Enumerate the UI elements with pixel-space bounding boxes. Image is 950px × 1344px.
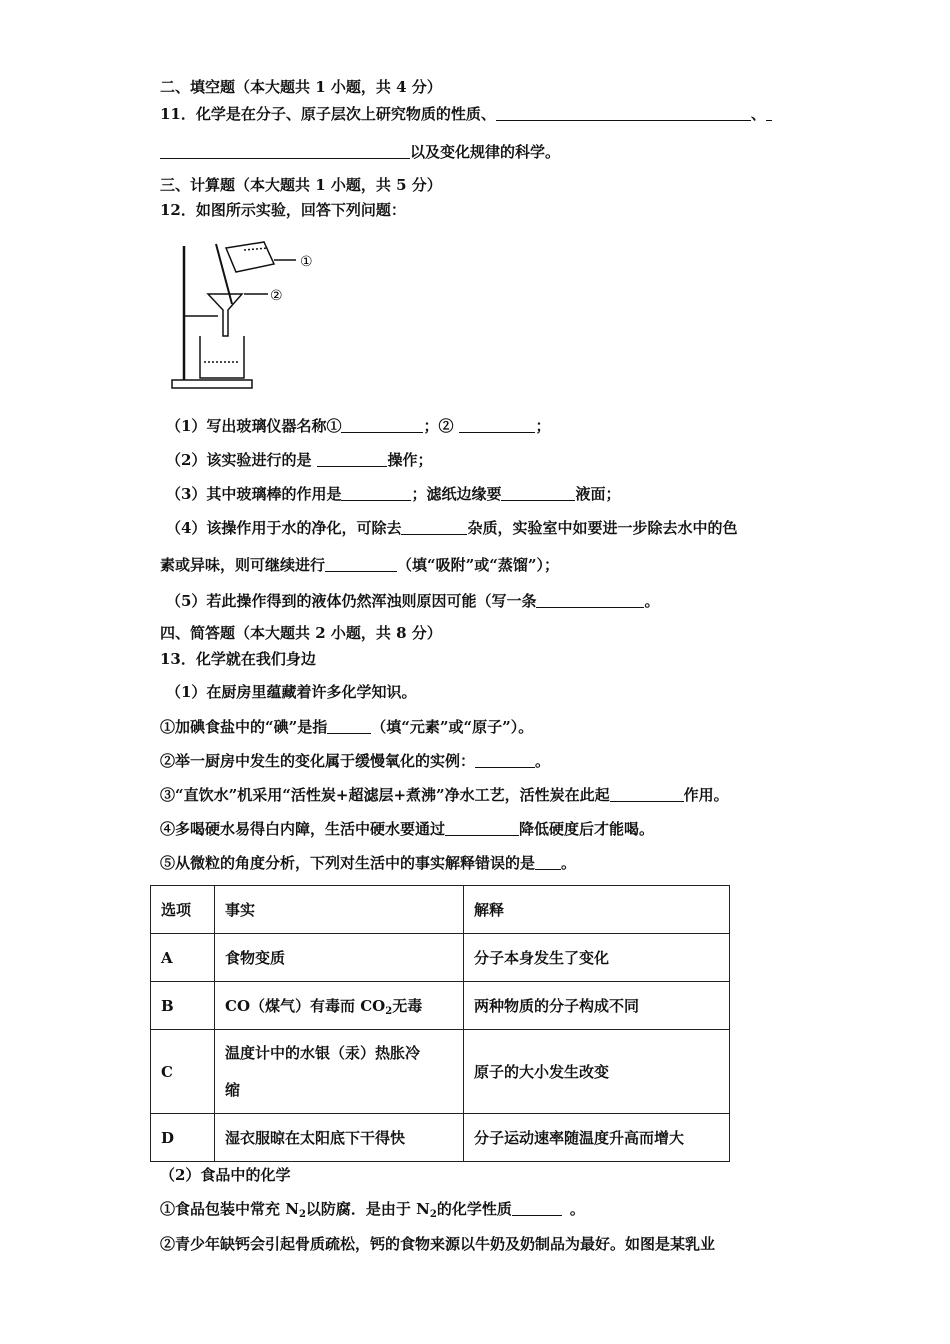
q12-blank-3[interactable] (317, 452, 387, 467)
row-option: D (151, 1114, 215, 1162)
table-row (151, 1114, 730, 1162)
stand-base (172, 380, 252, 388)
q13-item5-text-a: ⑤从微粒的角度分析，下列对生活中的事实解释错误的是 (160, 854, 536, 872)
q13-item1-text-b: （填“元素”或“原子”）。 (371, 718, 534, 736)
section3-heading: 三、计算题（本大题共 1 小题，共 5 分） (160, 176, 442, 194)
q12-part5-text-a: （5）若此操作得到的液体仍然浑浊则原因可能（写一条 (166, 592, 537, 610)
q12-part4-line1 (166, 518, 737, 538)
q11-line2 (160, 142, 560, 162)
q11-blank-1[interactable] (496, 106, 751, 121)
q12-part5-text-b: 。 (644, 592, 660, 610)
q12-part2-text-b: 操作； (387, 451, 433, 469)
q13-part2-intro: （2）食品中的化学 (160, 1166, 291, 1184)
q12-part5 (166, 591, 659, 611)
section4-heading: 四、简答题（本大题共 2 小题，共 8 分） (160, 624, 442, 642)
row-fact-text-b: 无毒 (392, 996, 423, 1015)
q13-part2-item1-sub-1: 2 (298, 1209, 306, 1220)
q13-part2-item1-text-a: ①食品包装中常充 N (160, 1200, 299, 1218)
q13-blank-1[interactable] (327, 719, 371, 734)
q13-item4-text-a: ④多喝硬水易得白内障，生活中硬水要通过 (160, 820, 446, 838)
q13-stem: 13．化学就在我们身边 (160, 650, 316, 668)
row-fact-line1: 温度计中的水银（汞）热胀冷 (225, 1043, 421, 1062)
table-header-row (151, 886, 730, 934)
q12-part1-text-b: ；② (423, 417, 454, 435)
q11-sep: 、 (750, 105, 766, 123)
row-explain: 原子的大小发生改变 (464, 1030, 730, 1114)
beaker-pouring (226, 242, 274, 272)
q12-part3-text-a: （3）其中玻璃棒的作用是 (166, 485, 342, 503)
row-option: A (151, 934, 215, 982)
q12-blank-5[interactable] (501, 486, 575, 501)
q12-blank-8[interactable] (536, 593, 644, 608)
receiving-beaker (200, 336, 244, 378)
explanation-table (150, 885, 730, 1162)
section2-heading: 二、填空题（本大题共 1 小题，共 4 分） (160, 78, 442, 96)
beaker-liquid (244, 248, 268, 250)
q12-part2 (166, 450, 432, 470)
q13-item5-text-b: 。 (561, 854, 577, 872)
q13-part2-item1-text-c: 的化学性质 (436, 1200, 512, 1218)
q12-part3-text-c: 液面； (575, 485, 621, 503)
q12-stem: 12．如图所示实验，回答下列问题： (160, 201, 406, 219)
row-fact: 湿衣服晾在太阳底下干得快 (215, 1114, 464, 1162)
q13-blank-3[interactable] (610, 787, 684, 802)
q13-item2 (160, 751, 550, 771)
q12-part4-text-a: （4）该操作用于水的净化，可除去 (166, 519, 402, 537)
q11-text-b: 以及变化规律的科学。 (410, 143, 561, 161)
q12-blank-6[interactable] (401, 520, 467, 535)
funnel (208, 294, 242, 336)
q13-item4-text-b: 降低硬度后才能喝。 (519, 820, 655, 838)
q13-item3 (160, 785, 729, 805)
q12-part4-text-d: （填“吸附”或“蒸馏”）； (397, 556, 560, 574)
q11-text-a: 11．化学是在分子、原子层次上研究物质的性质、 (160, 105, 496, 123)
row-option: B (151, 982, 215, 1030)
table-row (151, 982, 730, 1030)
q13-part2-item1-sub-2: 2 (429, 1209, 437, 1220)
q12-part3 (166, 484, 620, 504)
row-option: C (151, 1030, 215, 1114)
q11-blank-2-start[interactable] (766, 106, 772, 121)
q13-part2-item1-text-b: 以防腐．是由于 N (305, 1200, 430, 1218)
table-header-fact: 事实 (215, 886, 464, 934)
q12-part3-text-b: ；滤纸边缘要 (411, 485, 502, 503)
q13-item2-text-b: 。 (535, 752, 551, 770)
row-explain: 分子本身发生了变化 (464, 934, 730, 982)
q13-blank-2[interactable] (475, 753, 535, 768)
row-explain: 分子运动速率随温度升高而增大 (464, 1114, 730, 1162)
apparatus-label-1: ① (300, 254, 313, 270)
table-header-explain: 解释 (464, 886, 730, 934)
q11-blank-2[interactable] (160, 144, 410, 159)
row-explain: 两种物质的分子构成不同 (464, 982, 730, 1030)
table-row (151, 1030, 730, 1114)
q12-part1 (166, 416, 550, 436)
q12-blank-4[interactable] (341, 486, 411, 501)
row-fact: 食物变质 (215, 934, 464, 982)
q12-blank-7[interactable] (325, 557, 397, 572)
q11-line1 (160, 104, 772, 124)
row-fact-line2: 缩 (225, 1080, 241, 1099)
q12-part1-text-a: （1）写出玻璃仪器名称① (166, 417, 342, 435)
table-header-option: 选项 (151, 886, 215, 934)
q12-blank-2[interactable] (459, 418, 535, 433)
q13-item1 (160, 717, 533, 737)
row-fact-text-a: CO（煤气）有毒而 CO (225, 996, 386, 1015)
q13-blank-5[interactable] (535, 855, 561, 870)
row-fact-subscript: 2 (385, 1005, 393, 1017)
filtration-apparatus-figure (160, 238, 330, 390)
q12-blank-1[interactable] (341, 418, 423, 433)
q13-part2-item1 (160, 1199, 585, 1225)
q13-item3-text-b: 作用。 (683, 786, 729, 804)
apparatus-label-2: ② (270, 288, 283, 304)
q13-item3-text-a: ③“直饮水”机采用“活性炭+超滤层+煮沸”净水工艺，活性炭在此起 (160, 786, 610, 804)
q12-part4-line2 (160, 555, 559, 575)
q12-part2-text-a: （2）该实验进行的是 (166, 451, 312, 469)
q13-part2-blank-1[interactable] (512, 1201, 562, 1216)
q13-item2-text-a: ②举一厨房中发生的变化属于缓慢氧化的实例： (160, 752, 476, 770)
q12-part4-text-b: 杂质，实验室中如要进一步除去水中的色 (467, 519, 738, 537)
table-row (151, 934, 730, 982)
q13-part2-item1-text-d: 。 (569, 1200, 585, 1218)
q12-part4-text-c: 素或异味，则可继续进行 (160, 556, 326, 574)
q13-part1-intro: （1）在厨房里蕴藏着许多化学知识。 (166, 683, 417, 701)
q13-item5 (160, 853, 576, 873)
row-fact (215, 982, 464, 1030)
q13-item1-text-a: ①加碘食盐中的“碘”是指 (160, 718, 328, 736)
q12-part1-text-c: ； (535, 417, 551, 435)
glass-rod (216, 244, 232, 304)
q13-blank-4[interactable] (445, 821, 519, 836)
row-fact (215, 1030, 464, 1114)
q13-part2-item2: ②青少年缺钙会引起骨质疏松，钙的食物来源以牛奶及奶制品为最好。如图是某乳业 (160, 1235, 716, 1253)
q13-item4 (160, 819, 654, 839)
